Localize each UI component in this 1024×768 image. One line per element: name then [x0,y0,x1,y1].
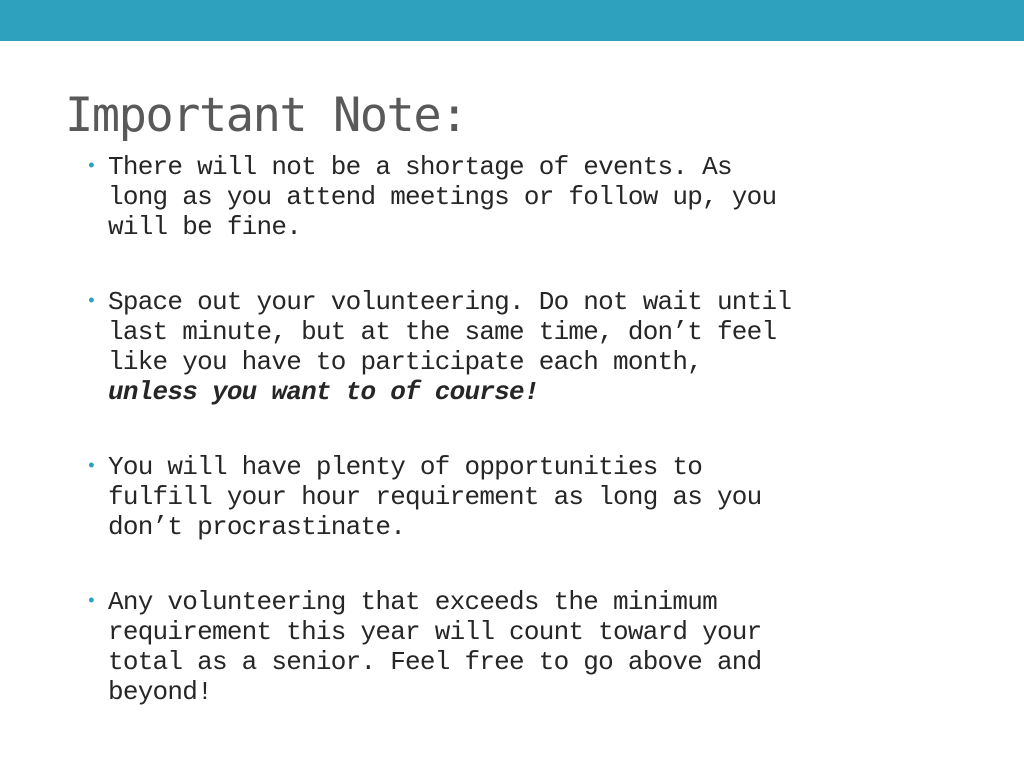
bullet-icon: • [86,457,97,477]
bullet-text-line: fulfill your hour requirement as long as you [108,482,762,512]
bullet-list [86,152,986,752]
slide-title: Important Note: [65,88,467,143]
bullet-emphasis-text: unless you want to of course! [108,377,539,407]
bullet-item-opportunities [86,452,986,542]
bullet-item-space-out [86,287,986,407]
bullet-text-line: don’t procrastinate. [108,512,406,542]
bullet-text-line: will be fine. [108,212,302,242]
bullet-item-shortage [86,152,986,242]
header-accent-bar [0,0,1024,41]
bullet-text-line: long as you attend meetings or follow up, you [108,182,777,212]
bullet-icon: • [86,157,97,177]
bullet-text-line: requirement this year will count toward your [108,617,762,647]
bullet-text-line: You will have plenty of opportunities to [108,452,703,482]
bullet-icon: • [86,292,97,312]
bullet-text-line: Space out your volunteering. Do not wait until [108,287,792,317]
bullet-text-line: total as a senior. Feel free to go above and [108,647,762,677]
bullet-text-line: Any volunteering that exceeds the minimum [108,587,717,617]
bullet-text-line: like you have to participate each month, [108,347,703,377]
bullet-text-line: beyond! [108,677,212,707]
bullet-text-line: last minute, but at the same time, don’t feel [108,317,777,347]
bullet-icon: • [86,592,97,612]
bullet-text-line: There will not be a shortage of events. As [108,152,732,182]
bullet-item-exceeds-minimum [86,587,986,707]
